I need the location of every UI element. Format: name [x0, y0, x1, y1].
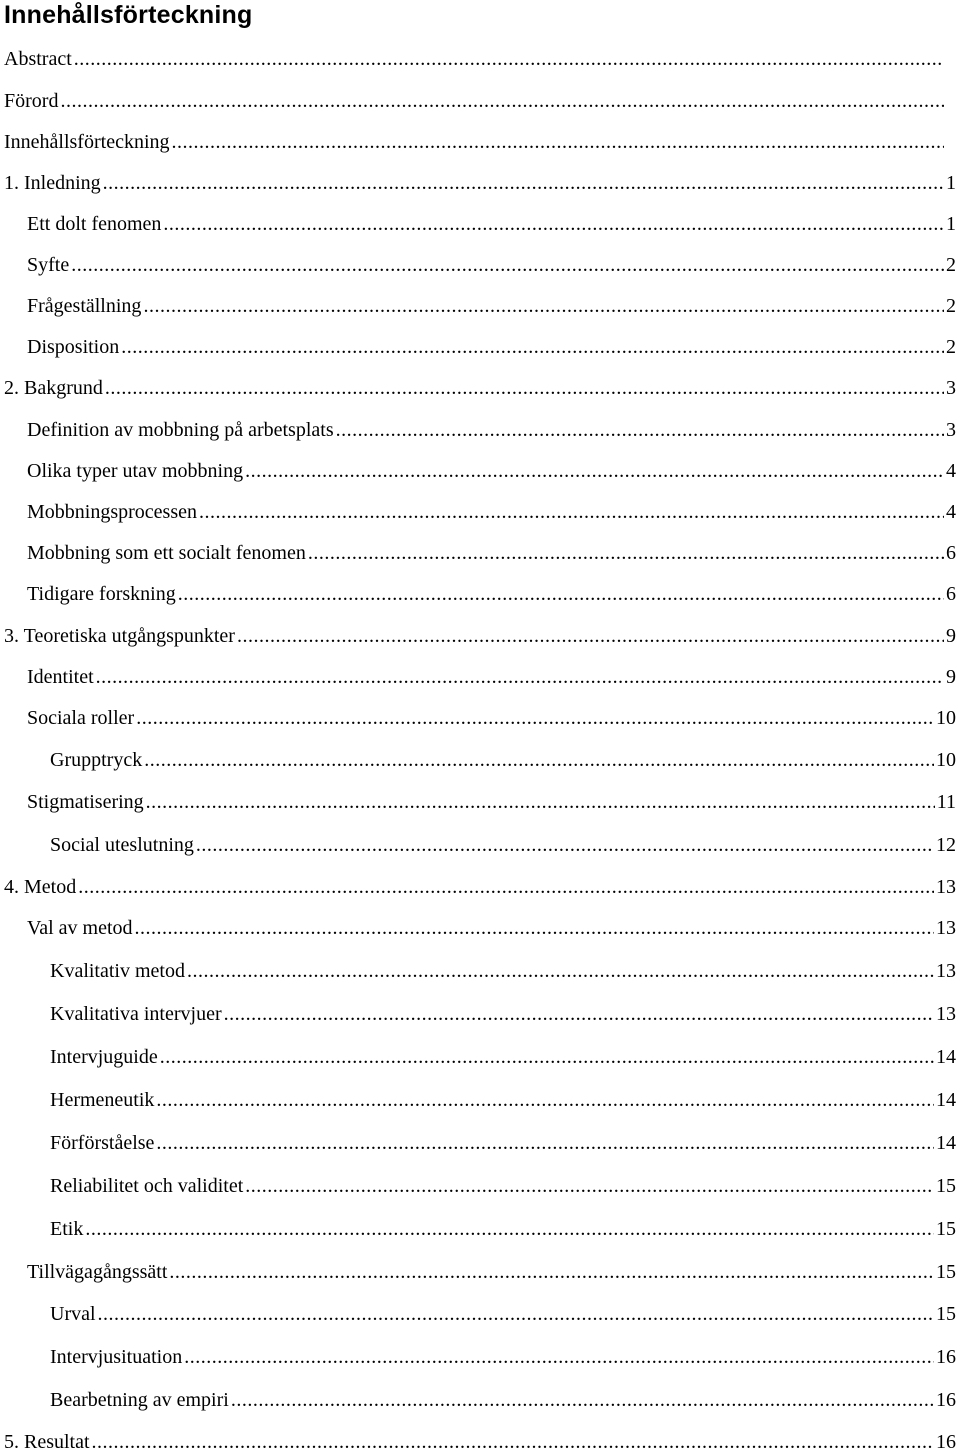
toc-entry[interactable] — [0, 704, 960, 732]
toc-entry[interactable] — [0, 1086, 960, 1114]
toc-entry-label: Kvalitativ metod — [50, 960, 185, 982]
toc-entry[interactable] — [0, 580, 960, 608]
toc-entry[interactable] — [0, 169, 960, 197]
toc-entry[interactable] — [0, 1300, 960, 1328]
toc-leader-dots — [146, 788, 935, 816]
toc-page-number: 9 — [946, 625, 956, 647]
toc-leader-dots — [308, 539, 944, 567]
toc-entry[interactable] — [0, 1386, 960, 1414]
toc-page-number: 14 — [936, 1046, 956, 1068]
toc-page-number: 6 — [946, 583, 956, 605]
toc-leader-dots — [85, 1215, 934, 1243]
toc-entry[interactable] — [0, 1343, 960, 1371]
toc-leader-dots — [144, 746, 934, 774]
toc-leader-dots — [237, 622, 944, 650]
toc-page-number: 16 — [936, 1346, 956, 1368]
toc-leader-dots — [105, 374, 944, 402]
toc-entry-label: Reliabilitet och validitet — [50, 1175, 244, 1197]
toc-entry-label: Intervjusituation — [50, 1346, 183, 1368]
toc-leader-dots — [178, 580, 944, 608]
toc-page-number: 12 — [936, 834, 956, 856]
toc-leader-dots — [160, 1043, 934, 1071]
toc-entry[interactable] — [0, 1129, 960, 1157]
toc-entry[interactable] — [0, 1172, 960, 1200]
toc-entry[interactable] — [0, 498, 960, 526]
toc-page-number: 15 — [936, 1175, 956, 1197]
toc-page-number: 15 — [936, 1303, 956, 1325]
toc-page-number: 15 — [936, 1218, 956, 1240]
toc-entry[interactable] — [0, 87, 960, 115]
toc-page-number: 4 — [946, 460, 956, 482]
toc-entry[interactable] — [0, 292, 960, 320]
toc-leader-dots — [245, 1172, 934, 1200]
toc-entry-label: Disposition — [27, 336, 120, 358]
toc-leader-dots — [187, 957, 934, 985]
toc-entry-label: Kvalitativa intervjuer — [50, 1003, 222, 1025]
toc-leader-dots — [196, 831, 934, 859]
toc-entry[interactable] — [0, 1215, 960, 1243]
toc-entry-label: 2. Bakgrund — [4, 377, 103, 399]
toc-leader-dots — [163, 210, 944, 238]
toc-entry[interactable] — [0, 333, 960, 361]
toc-page-number: 10 — [936, 749, 956, 771]
toc-page-number: 11 — [936, 791, 956, 813]
toc-leader-dots — [71, 251, 944, 279]
toc-entry-label: Tidigare forskning — [27, 583, 176, 605]
toc-entry[interactable] — [0, 746, 960, 774]
toc-page-number: 10 — [936, 707, 956, 729]
toc-entry[interactable] — [0, 622, 960, 650]
toc-entry[interactable] — [0, 539, 960, 567]
toc-leader-dots — [231, 1386, 934, 1414]
toc-leader-dots — [184, 1343, 934, 1371]
toc-entry-label: Social uteslutning — [50, 834, 194, 856]
toc-entry-label: Mobbning som ett socialt fenomen — [27, 542, 306, 564]
toc-leader-dots — [199, 498, 944, 526]
toc-entry[interactable] — [0, 1428, 960, 1456]
toc-entry-label: Urval — [50, 1303, 96, 1325]
toc-entry[interactable] — [0, 374, 960, 402]
toc-entry[interactable] — [0, 416, 960, 444]
toc-entry-label: Mobbningsprocessen — [27, 501, 197, 523]
toc-entry-label: 1. Inledning — [4, 172, 101, 194]
toc-entry-label: Intervjuguide — [50, 1046, 158, 1068]
toc-page-number: 4 — [946, 501, 956, 523]
toc-leader-dots — [103, 169, 944, 197]
toc-leader-dots — [336, 416, 944, 444]
toc-leader-dots — [143, 292, 944, 320]
toc-entry[interactable] — [0, 788, 960, 816]
toc-entry-label: 4. Metod — [4, 876, 77, 898]
toc-entry-label: Sociala roller — [27, 707, 135, 729]
toc-leader-dots — [78, 873, 934, 901]
toc-entry[interactable] — [0, 1258, 960, 1286]
toc-page-number: 9 — [946, 666, 956, 688]
toc-page-number: 16 — [936, 1431, 956, 1453]
toc-page-number: 3 — [946, 377, 956, 399]
toc-page-number: 3 — [946, 419, 956, 441]
toc-leader-dots — [135, 914, 934, 942]
toc-page-number: 1 — [946, 172, 956, 194]
toc-entry-label: 3. Teoretiska utgångspunkter — [4, 625, 235, 647]
toc-page-number: 16 — [936, 1389, 956, 1411]
toc-entry[interactable] — [0, 831, 960, 859]
toc-entry-label: Hermeneutik — [50, 1089, 155, 1111]
toc-page-number: 2 — [946, 295, 956, 317]
toc-leader-dots — [60, 87, 944, 115]
toc-entry-label: Val av metod — [27, 917, 133, 939]
toc-leader-dots — [92, 1428, 934, 1456]
toc-entry-label: Förförståelse — [50, 1132, 155, 1154]
toc-entry-label: Grupptryck — [50, 749, 143, 771]
toc-page-number: 14 — [936, 1089, 956, 1111]
toc-entry[interactable] — [0, 457, 960, 485]
toc-page-number: 14 — [936, 1132, 956, 1154]
toc-leader-dots — [156, 1086, 934, 1114]
toc-entry-label: Förord — [4, 90, 59, 112]
toc-entry[interactable] — [0, 128, 960, 156]
toc-entry-label: Identitet — [27, 666, 94, 688]
toc-entry-label: Definition av mobbning på arbetsplats — [27, 419, 334, 441]
toc-entry[interactable] — [0, 957, 960, 985]
toc-leader-dots — [245, 457, 944, 485]
toc-entry[interactable] — [0, 873, 960, 901]
toc-entry-label: Etik — [50, 1218, 84, 1240]
toc-page-number: 15 — [936, 1261, 956, 1283]
toc-page-number: 1 — [946, 213, 956, 235]
toc-page-number: 13 — [936, 917, 956, 939]
page-title: Innehållsförteckning — [4, 1, 253, 29]
toc-leader-dots — [224, 1000, 934, 1028]
toc-entry[interactable] — [0, 251, 960, 279]
toc-page-number: 2 — [946, 254, 956, 276]
toc-page-number: 13 — [936, 876, 956, 898]
toc-leader-dots — [98, 1300, 934, 1328]
toc-entry[interactable] — [0, 45, 960, 73]
toc-leader-dots — [96, 663, 944, 691]
toc-page-number: 2 — [946, 336, 956, 358]
toc-entry-label: Tillvägagångssätt — [27, 1261, 168, 1283]
toc-leader-dots — [74, 45, 944, 73]
toc-leader-dots — [121, 333, 944, 361]
toc-entry-label: Olika typer utav mobbning — [27, 460, 244, 482]
toc-entry-label: Stigmatisering — [27, 791, 144, 813]
toc-entry[interactable] — [0, 210, 960, 238]
toc-leader-dots — [156, 1129, 934, 1157]
toc-page-number: 13 — [936, 960, 956, 982]
toc-entry-label: 5. Resultat — [4, 1431, 90, 1453]
toc-leader-dots — [169, 1258, 934, 1286]
toc-leader-dots — [136, 704, 934, 732]
toc-entry[interactable] — [0, 914, 960, 942]
toc-entry[interactable] — [0, 663, 960, 691]
toc-entry-label: Ett dolt fenomen — [27, 213, 162, 235]
toc-entry-label: Frågeställning — [27, 295, 142, 317]
toc-entry-label: Abstract — [4, 48, 72, 70]
toc-page-number: 6 — [946, 542, 956, 564]
toc-leader-dots — [172, 128, 945, 156]
toc-entry[interactable] — [0, 1043, 960, 1071]
toc-entry-label: Innehållsförteckning — [4, 131, 170, 153]
toc-entry-label: Syfte — [27, 254, 70, 276]
toc-entry-label: Bearbetning av empiri — [50, 1389, 229, 1411]
toc-page-number: 13 — [936, 1003, 956, 1025]
toc-entry[interactable] — [0, 1000, 960, 1028]
